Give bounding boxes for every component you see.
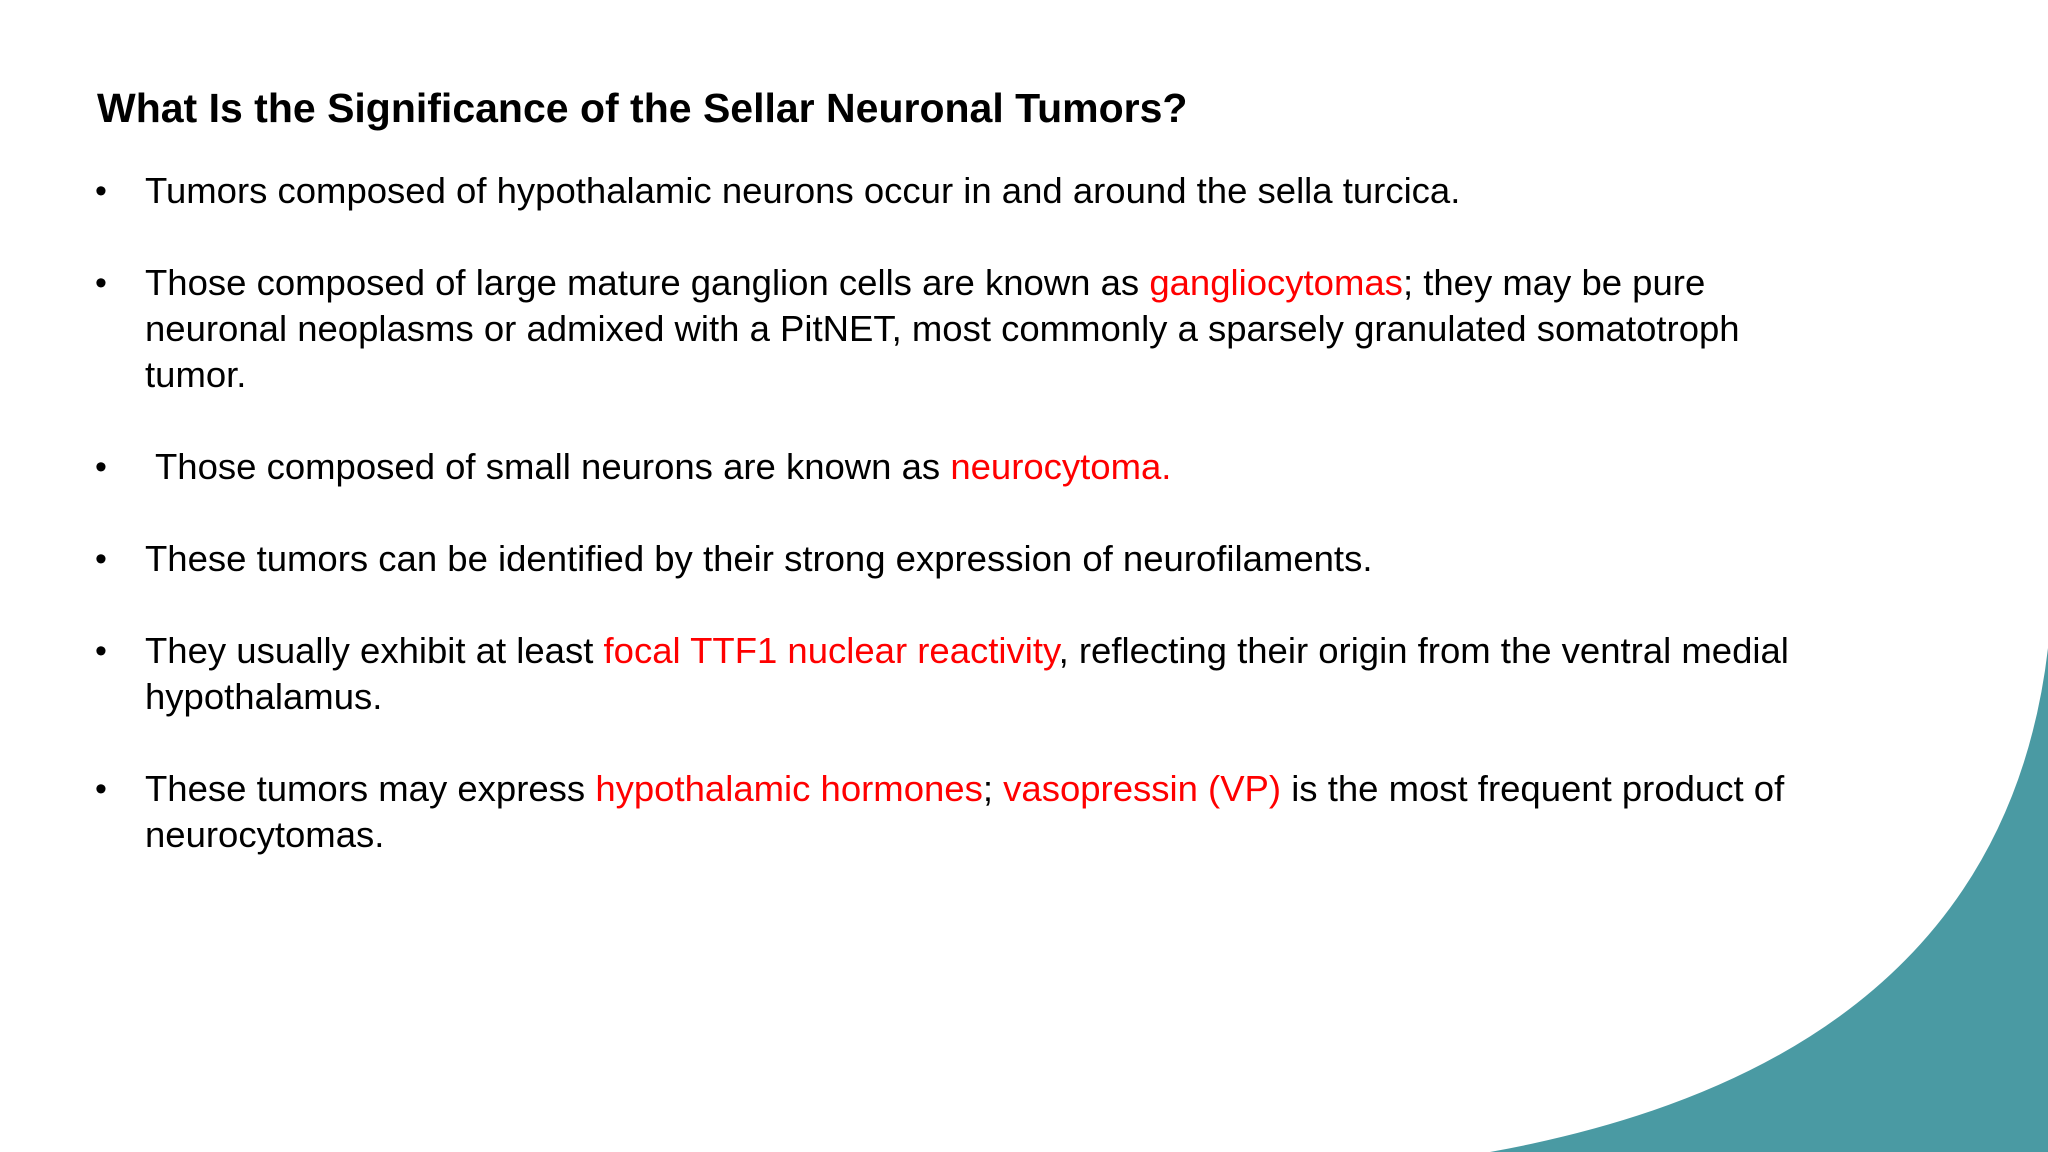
bullet-line <box>145 766 1784 812</box>
text-run: , reflecting their origin from the ventral medial <box>1058 630 1789 671</box>
bullet-marker: • <box>95 540 107 578</box>
bullet-line <box>155 444 1171 490</box>
bullet-text <box>155 444 1171 490</box>
text-run: neurocytomas. <box>145 814 385 855</box>
text-run: tumor. <box>145 354 247 395</box>
highlighted-term: hypothalamic hormones <box>595 768 983 809</box>
bullet-text <box>145 766 1784 858</box>
bullet-line <box>145 306 1740 352</box>
text-run: Those composed of small neurons are known as <box>155 446 951 487</box>
text-run: neuronal neoplasms or admixed with a PitNET, most commonly a sparsely granulated somatotroph <box>145 308 1740 349</box>
text-run: Those composed of large mature ganglion cells are known as <box>145 262 1150 303</box>
bullet-marker: • <box>95 264 107 302</box>
text-run: ; <box>982 768 1004 809</box>
highlighted-term: vasopressin (VP) <box>1003 768 1282 809</box>
highlighted-term: neurocytoma. <box>950 446 1172 487</box>
bullet-line <box>145 812 1784 858</box>
text-run: is the most frequent product of <box>1281 768 1785 809</box>
highlighted-term: focal TTF1 nuclear reactivity <box>603 630 1059 671</box>
bullet-text <box>145 628 1789 720</box>
bullet-line <box>145 168 1460 214</box>
bullet-marker: • <box>95 448 107 486</box>
highlighted-term: gangliocytomas <box>1149 262 1403 303</box>
bullet-marker: • <box>95 172 107 210</box>
bullet-line <box>145 674 1789 720</box>
teal-arc-shape <box>1490 648 2048 1152</box>
bullet-line <box>145 352 1740 398</box>
bullet-text <box>145 260 1740 398</box>
bullet-text <box>145 536 1372 582</box>
bullet-text <box>145 168 1460 214</box>
slide-title: What Is the Significance of the Sellar Neuronal Tumors? <box>97 85 1188 131</box>
bullet-marker: • <box>95 632 107 670</box>
text-run: These tumors can be identified by their strong expression of neurofilaments. <box>145 538 1373 579</box>
text-run: ; they may be pure <box>1402 262 1706 303</box>
text-run: Tumors composed of hypothalamic neurons occur in and around the sella turcica. <box>145 170 1461 211</box>
text-run: hypothalamus. <box>145 676 383 717</box>
bullet-line <box>145 628 1789 674</box>
bullet-line <box>145 536 1372 582</box>
bullet-line <box>145 260 1740 306</box>
bullet-marker: • <box>95 770 107 808</box>
text-run: They usually exhibit at least <box>145 630 604 671</box>
text-run: These tumors may express <box>145 768 596 809</box>
